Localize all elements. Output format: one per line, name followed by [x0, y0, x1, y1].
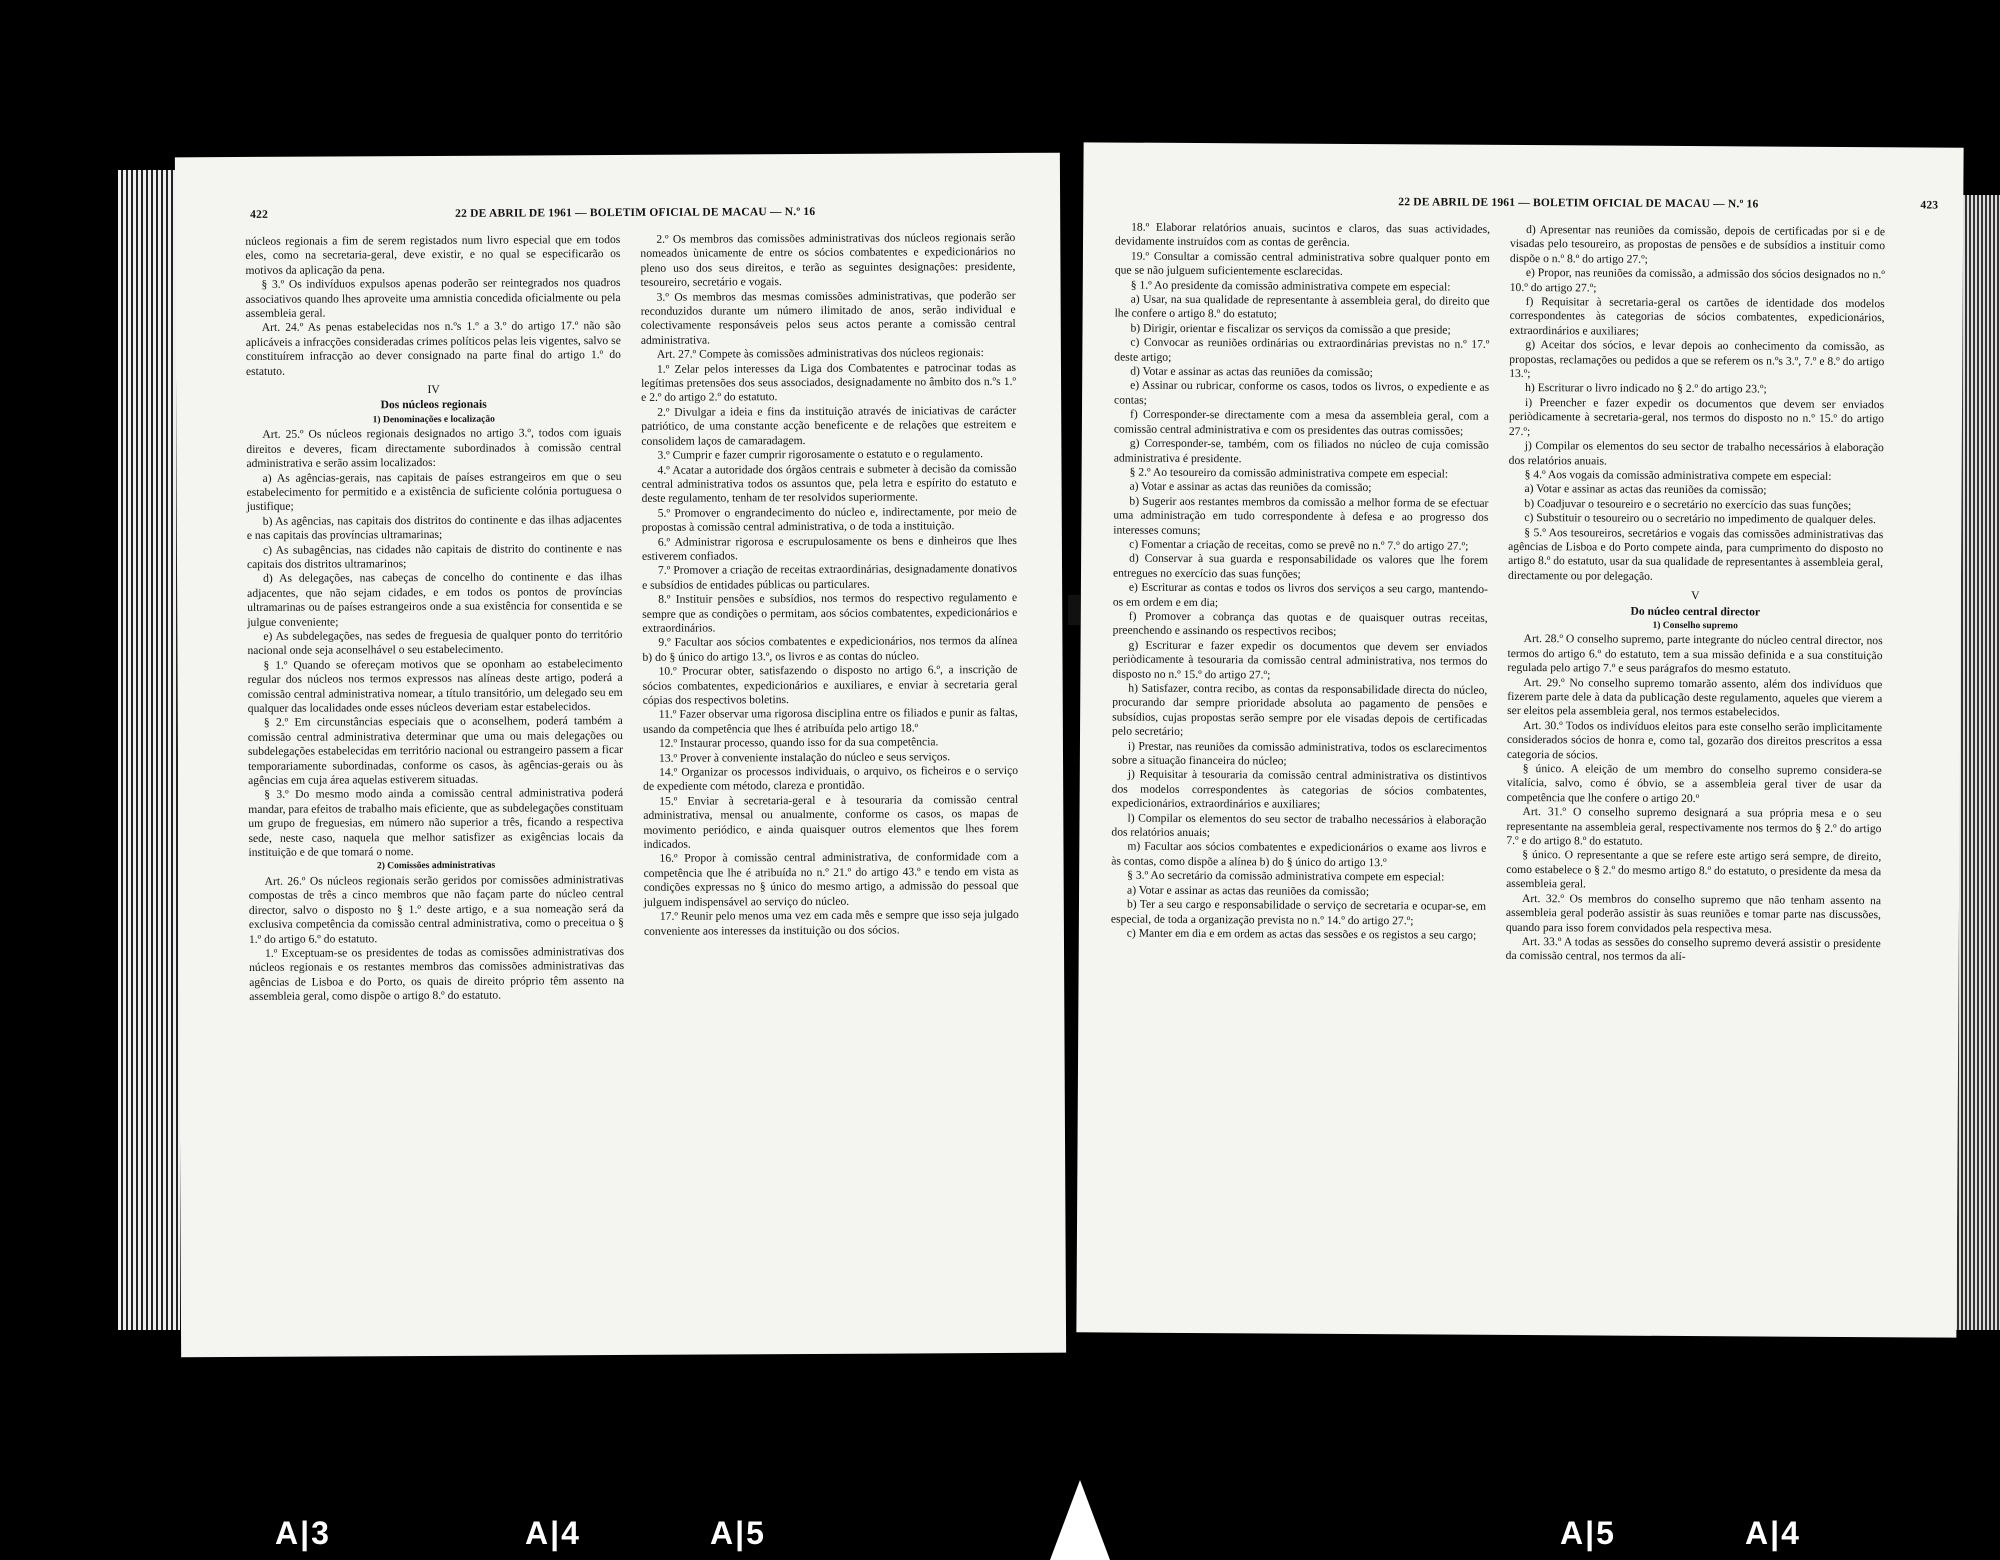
- paragraph: 8.º Instituir pensões e subsídios, nos termos do respectivo regulamento e sempre que as condições o permitam, aos sócios combatentes, expedicionários e extraordinários.: [642, 591, 1018, 635]
- paragraph: 10.º Procurar obter, satisfazendo o disposto no artigo 6.º, a inscrição de sócios combatentes, expedicionários e auxiliares, e enviar à secretaria geral cópias dos respectivos boletins.: [642, 663, 1018, 707]
- paragraph: 1.º Zelar pelos interesses da Liga dos Combatentes e patrocinar todas as legítimas pretensões dos seus associados, designadamente no âmbito dos n.ºs 1.º e 2.º do artigo 2.º do estatuto.: [641, 360, 1017, 405]
- paragraph: c) Manter em dia e em ordem as actas das sessões e os registos a seu cargo;: [1126, 926, 1477, 942]
- paragraph: § único. A eleição de um membro do conselho supremo considera-se vitalícia, salvo, como é óbvio, se a assembleia geral tiver de usar da competência que lhe confere o artigo 20.º: [1506, 762, 1882, 805]
- right-page: [1076, 142, 1963, 1337]
- film-tab-label: A|4: [1745, 1515, 1801, 1551]
- paragraph: m) Facultar aos sócios combatentes e expedicionários o exame aos livros e às contas, como dispõe a alínea b) do § único do artigo 13.º: [1111, 840, 1487, 870]
- paragraph: Art. 25.º Os núcleos regionais designados no artigo 3.º, todos com iguais direitos e deveres, ficam directamente subordinados à comissão central administrativa e serão assim localizados:: [246, 426, 622, 471]
- paragraph: c) Fomentar a criação de receitas, como se prevê no n.º 7.º do artigo 27.º;: [1129, 537, 1469, 553]
- paragraph: f) Requisitar à secretaria-geral os cartões de identidade dos modelos correspondentes às categorias de sócios combatentes, expedicionários, extraordinários e auxiliares;: [1509, 295, 1885, 338]
- paragraph: e) Escriturar as contas e todos os livros dos serviços a seu cargo, mantendo-os em ordem e em dia;: [1112, 580, 1488, 609]
- paragraph: Art. 32.º Os membros do conselho supremo que não tenham assento na assembleia geral poderão assistir às suas reuniões e tomar parte nas discussões, quando para isso forem convidados pela respectiva mesa.: [1505, 891, 1882, 936]
- paragraph: g) Escriturar e fazer expedir os documentos que devem ser enviados periòdicamente à tesouraria da comissão central administrativa, nos termos do disposto no n.º 15.º do artigo 27.º;: [1112, 638, 1488, 682]
- paragraph: 3.º Cumprir e fazer cumprir rigorosamente o estatuto e o regulamento.: [657, 447, 983, 462]
- paragraph: c) Convocar as reuniões ordinárias ou extraordinárias previstas no n.º 17.º deste artigo;: [1114, 335, 1490, 364]
- section-number: IV: [427, 383, 440, 397]
- paragraph: 14.º Organizar os processos individuais, o arquivo, os ficheiros e o serviço de expediente com método, clareza e prontidão.: [643, 763, 1019, 794]
- paragraph: j) Compilar os elementos do seu sector de trabalho necessários à elaboração dos relatórios anuais.: [1508, 439, 1884, 468]
- subsection-title: 2) Comissões administrativas: [376, 861, 496, 872]
- paragraph: § 5.º Aos tesoureiros, secretários e vogais das comissões administrativas das agências de Lisboa e do Porto compete ainda, para cumprimento do disposto no artigo 8.º do estatuto, usar da sua qualidade de representantes à assembleia geral, directamente ou por delegação.: [1507, 525, 1884, 583]
- paragraph: a) Usar, na sua qualidade de representante à assembleia geral, do direito que lhe confere o artigo 8.º do estatuto;: [1114, 292, 1490, 321]
- film-tab-label: A|5: [1560, 1515, 1616, 1551]
- paragraph: a) As agências-gerais, nas capitais de países estrangeiros em que o seu estabelecimento for permitido e a existência de suficiente colónia portuguesa o justifique;: [246, 469, 622, 514]
- paragraph: Art. 30.º Todos os indivíduos eleitos para este conselho serão implìcitamente considerados sócios de honra e, como tal, gozarão dos direitos prescritos a essa categoria de sócios.: [1506, 718, 1883, 762]
- film-tab-label: A|3: [275, 1515, 331, 1551]
- paragraph: c) Substituir o tesoureiro ou o secretário no impedimento de qualquer deles.: [1524, 511, 1876, 527]
- right-page-column-1: [1111, 221, 1490, 944]
- paragraph: § 1.º Quando se ofereçam motivos que se oponham ao estabelecimento regular dos núcleos nos termos expressos nas alíneas deste artigo, poderá a comissão central administrativa nomear, a título transitório, um delegado seu em qualquer das localidades onde esses núcleos deveriam estar estabelecidos.: [247, 656, 623, 715]
- paragraph: f) Corresponder-se directamente com a mesa da assembleia geral, com a comissão central administrativa e com os presidentes das outras comissões;: [1113, 407, 1490, 438]
- page-number: 423: [1920, 199, 1939, 212]
- paragraph: h) Satisfazer, contra recibo, as contas da responsabilidade directa do núcleo, procurando dar sempre prioridade absoluta ao pagamento de pensões e subsídios, cujas propostas serão sempre por ele visadas depois de certificadas pelo secretário;: [1112, 681, 1488, 739]
- section-title: Do núcleo central director: [1630, 604, 1761, 619]
- paragraph: 3.º Os membros das mesmas comissões administrativas, que poderão ser reconduzidos durante um número ilimitado de anos, serão individual e colectivamente responsáveis pelos seus actos perante a comissão central administrativa.: [640, 288, 1016, 347]
- paragraph: 17.º Reunir pelo menos uma vez em cada mês e sempre que isso seja julgado conveniente aos interesses da instituição ou dos sócios.: [643, 908, 1019, 938]
- paragraph: g) Corresponder-se, também, com os filiados no núcleo de cuja comissão administrativa é presidente.: [1113, 436, 1489, 465]
- left-page-column-2: [640, 231, 1019, 939]
- right-page-header: [1158, 195, 1938, 218]
- page-number: 422: [250, 208, 269, 221]
- left-page-header: [250, 205, 1035, 227]
- paragraph: § único. O representante a que se refere este artigo será sempre, de direito, como estabelece o § 2.º do mesmo artigo 8.º do estatuto, o presidente da mesa da assembleia geral.: [1506, 848, 1882, 891]
- paragraph: e) As subdelegações, nas sedes de freguesia de qualquer ponto do território nacional onde seja aconselhável o seu estabelecimento.: [247, 627, 623, 658]
- paragraph: 18.º Elaborar relatórios anuais, sucintos e claros, das suas actividades, devidamente instruídos com as contas de gerência.: [1114, 220, 1491, 250]
- paragraph: Art. 24.º As penas estabelecidas nos n.ºs 1.º a 3.º do artigo 17.º não são aplicáveis a infracções consideradas crimes políticos pelas leis vigentes, salvo se constituírem infracção ao dever consignado na parte final do artigo 1.º do estatuto.: [245, 319, 621, 378]
- paragraph: 19.º Consultar a comissão central administrativa sobre qualquer ponto em que se não julguem suficientemente esclarecidas.: [1114, 249, 1490, 279]
- paragraph: 15.º Enviar à secretaria-geral e à tesouraria da comissão central administrativa, mensal ou anualmente, conforme os casos, os mapas de movimento periódico, e ainda quaisquer outros elementos que lhes forem indicados.: [643, 792, 1019, 851]
- paragraph: l) Compilar os elementos do seu sector de trabalho necessários à elaboração dos relatórios anuais;: [1111, 811, 1487, 840]
- paragraph: 4.º Acatar a autoridade dos órgãos centrais e submeter à decisão da comissão central administrativa todos os assuntos que, pela letra e espírito do estatuto e deste regulamento, tenham de ter resolvidos superiormente.: [641, 461, 1017, 506]
- paragraph: f) Promover a cobrança das quotas e de quaisquer outras receitas, preenchendo e assinando os respectivos recibos;: [1112, 609, 1488, 639]
- paragraph: Art. 27.º Compete às comissões administrativas dos núcleos regionais:: [656, 346, 984, 362]
- right-page-column-2: [1506, 223, 1886, 966]
- paragraph: e) Propor, nas reuniões da comissão, a admissão dos sócios designados no n.º 10.º do artigo 27.º;: [1509, 266, 1885, 295]
- subsection-title: 1) Conselho supremo: [1652, 620, 1738, 632]
- paragraph: 6.º Administrar rigorosa e escrupulosamente os bens e dinheiros que lhes estiverem confiados.: [641, 533, 1017, 563]
- paragraph: Art. 31.º O conselho supremo designará a sua própria mesa e o seu representante na assembleia geral, respectivamente nos termos do § 2.º do artigo 7.º e do artigo 8.º do estatuto.: [1506, 805, 1882, 848]
- paragraph: d) Apresentar nas reuniões da comissão, depois de certificadas por si e de visadas pelo tesoureiro, as propostas de pensões e de subsídios a instituir como dispõe o n.º 8.º do artigo 27.º;: [1509, 223, 1886, 266]
- running-head: 22 DE ABRIL DE 1961 — BOLETIM OFICIAL DE MACAU — N.º 16: [1398, 196, 1759, 211]
- paragraph: a) Votar e assinar as actas das reuniões da comissão;: [1524, 482, 1767, 497]
- film-tab-label: A|4: [525, 1515, 581, 1551]
- paragraph: d) Conservar à sua guarda e responsabilidade os valores que lhe forem entregues no exercício das suas funções;: [1112, 551, 1489, 581]
- paragraph: j) Requisitar à tesouraria da comissão central administrativa os distintivos dos modelos correspondentes às categorias de sócios combatentes, expedicionários, extraordinários e auxiliares;: [1111, 768, 1487, 812]
- paragraph: 12.º Instaurar processo, quando isso for da sua competência.: [658, 735, 939, 751]
- paragraph: h) Escriturar o livro indicado no § 2.º do artigo 23.º;: [1525, 381, 1767, 396]
- paragraph: § 3.º Do mesmo modo ainda a comissão central administrativa poderá mandar, para efeitos de trabalho mais eficiente, que as subdelegações constituam um grupo de freguesias, em número não superior a três, ficando a respectiva sede, neste caso, naquela que melhor satisfizer as exigências locais da instituição e de que tomará o nome.: [248, 786, 624, 860]
- paragraph: b) Coadjuvar o tesoureiro e o secretário no exercício das suas funções;: [1524, 496, 1852, 512]
- paragraph: b) Ter a seu cargo e responsabilidade o serviço de secretaria e ocupar-se, em especial, de toda a organização prevista no n.º 14.º do artigo 27.º;: [1110, 897, 1487, 927]
- paragraph: Art. 33.º A todas as sessões do conselho supremo deverá assistir o presidente da comissão central, nos termos da alí-: [1505, 934, 1881, 964]
- paragraph: b) As agências, nas capitais dos distritos do continente e das ilhas adjacentes e nas capitais das províncias ultramarinas;: [246, 512, 622, 543]
- paragraph: i) Preencher e fazer expedir os documentos que devem ser enviados periòdicamente à secretaria-geral, nos termos do disposto no n.º 15.º do artigo 27.º;: [1508, 395, 1885, 438]
- left-page-column-1: [245, 233, 624, 1004]
- paragraph: 1.º Exceptuam-se os presidentes de todas as comissões administrativas dos núcleos regionais e os restantes membros das comissões administrativas das agências de Lisboa e do Porto, os quais de direito próprio têm assento na assembleia geral, como dispõe o artigo 8.º do estatuto.: [249, 944, 625, 1004]
- paragraph: g) Aceitar dos sócios, e levar depois ao conhecimento da comissão, as propostas, reclamações ou pedidos a que se referem os n.ºs 3.º, 7.º e 8.º do artigo 13.º;: [1509, 338, 1885, 381]
- paragraph: 11.º Fazer observar uma rigorosa disciplina entre os filiados e punir as faltas, usando da competência que lhes é atribuída pelo artigo 18.º: [642, 706, 1018, 736]
- paragraph: b) Sugerir aos restantes membros da comissão a melhor forma de se efectuar uma administração em tudo correspondente à defesa e ao progresso dos interesses comuns;: [1113, 494, 1489, 537]
- left-page: [175, 153, 1066, 1358]
- paragraph: d) Votar e assinar as actas das reuniões da comissão;: [1130, 364, 1373, 380]
- paragraph: d) As delegações, nas cabeças de concelho do continente e das ilhas adjacentes, que não sejam cidades, e em todos os pontos de províncias ultramarinas ou de países estrangeiros onde a sua existência for consentida e se julgue conveniente;: [247, 570, 623, 629]
- book-edge-left: [118, 170, 180, 1330]
- paragraph: Art. 29.º No conselho supremo tomarão assento, além dos indivíduos que fizerem parte dele à data da publicação deste regulamento, aqueles que vierem a ser eleitos pela assembleia geral, nos termos estabelecidos.: [1507, 675, 1883, 719]
- section-title: Dos núcleos regionais: [380, 398, 487, 412]
- film-center-mark: [1050, 1480, 1110, 1560]
- paragraph: 13.º Prover à conveniente instalação do núcleo e seus serviços.: [658, 749, 951, 765]
- paragraph: b) Dirigir, orientar e fiscalizar os serviços da comissão a que preside;: [1130, 321, 1451, 337]
- paragraph: § 3.º Os indivíduos expulsos apenas poderão ser reintegrados nos quadros associativos quando lhes aproveite uma amnistia concedida oficialmente ou pela assembleia geral.: [245, 276, 621, 320]
- film-tab-label: A|5: [710, 1515, 766, 1551]
- paragraph: a) Votar e assinar as actas das reuniões da comissão;: [1127, 883, 1370, 898]
- paragraph: 5.º Promover o engrandecimento do núcleo e, indirectamente, por meio de propostas à comissão central administrativa, o de toda a instituição.: [641, 504, 1017, 535]
- paragraph: Art. 28.º O conselho supremo, parte integrante do núcleo central director, nos termos do artigo 6.º do estatuto, tem a sua missão definida e a sua constituição regulada pelo artigo 7.º e seus parágrafos do mesmo estatuto.: [1507, 632, 1883, 676]
- paragraph: c) As subagências, nas cidades não capitais de distrito do continente e nas capitais dos distritos ultramarinos;: [246, 541, 622, 571]
- paragraph: § 4.º Aos vogais da comissão administrativa compete em especial:: [1524, 467, 1832, 483]
- paragraph: § 3.º Ao secretário da comissão administrativa compete em especial:: [1127, 868, 1445, 884]
- paragraph: 2.º Divulgar a ideia e fins da instituição através de iniciativas de carácter patriótico, de uma constante acção beneficente e de relações que estreitem e consolidem laços de camaradagem.: [641, 403, 1017, 448]
- paragraph: Art. 26.º Os núcleos regionais serão geridos por comissões administrativas compostas de três a cinco membros que não façam parte do núcleo central director, salvo o disposto no § 1.º deste artigo, e a sua nomeação será da exclusiva competência da comissão central administrativa, como o preceitua o § 1.º do artigo 6.º do estatuto.: [248, 872, 624, 946]
- paragraph: a) Votar e assinar as actas das reuniões da comissão;: [1129, 479, 1372, 495]
- paragraph: e) Assinar ou rubricar, conforme os casos, todos os livros, o expediente e as contas;: [1114, 379, 1490, 407]
- subsection-title: 1) Denominações e localização: [372, 414, 495, 426]
- gutter-marker: [1068, 595, 1080, 625]
- paragraph: 16.º Propor à comissão central administrativa, de conformidade com a competência que lhe é atribuída no n.º 21.º do artigo 43.º e tendo em vista as condições expressas no § único do mesmo artigo, a admissão do pessoal que julguem indispensável ao serviço do núcleo.: [643, 850, 1019, 909]
- section-number: V: [1691, 589, 1700, 603]
- paragraph: núcleos regionais a fim de serem registados num livro especial que em todos eles, como na secretaria-geral, deve existir, e no qual se especificarão os motivos da aplicação da pena.: [245, 232, 621, 277]
- paragraph: § 2.º Ao tesoureiro da comissão administrativa compete em especial:: [1129, 465, 1449, 481]
- paragraph: 9.º Facultar aos sócios combatentes e expedicionários, nos termos da alínea b) do § único do artigo 13.º, os livros e as contas do núcleo.: [642, 634, 1018, 664]
- paragraph: 7.º Promover a criação de receitas extraordinárias, designadamente donativos e subsídios de entidades públicas ou particulares.: [642, 562, 1018, 592]
- paragraph: § 1.º Ao presidente da comissão administrativa compete em especial:: [1130, 278, 1451, 294]
- paragraph: 2.º Os membros das comissões administrativas dos núcleos regionais serão nomeados ùnicamente de entre os sócios combatentes e expedicionários no pleno uso dos seus direitos, e terão as seguintes designações: presidente, tesoureiro, secretário e vogais.: [640, 230, 1016, 290]
- paragraph: § 2.º Em circunstâncias especiais que o aconselhem, poderá também a comissão central administrativa determinar que uma ou mais delegações ou subdelegações estabelecidas em território nacional ou estrangeiro passem a ficar temporariamente subordinadas, conforme os casos, às agências-gerais ou às agências em cuja área aquelas estiverem situadas.: [247, 714, 624, 787]
- paragraph: i) Prestar, nas reuniões da comissão administrativa, todos os esclarecimentos sobre a situação financeira do núcleo;: [1111, 739, 1487, 768]
- running-head: 22 DE ABRIL DE 1961 — BOLETIM OFICIAL DE MACAU — N.º 16: [455, 205, 816, 220]
